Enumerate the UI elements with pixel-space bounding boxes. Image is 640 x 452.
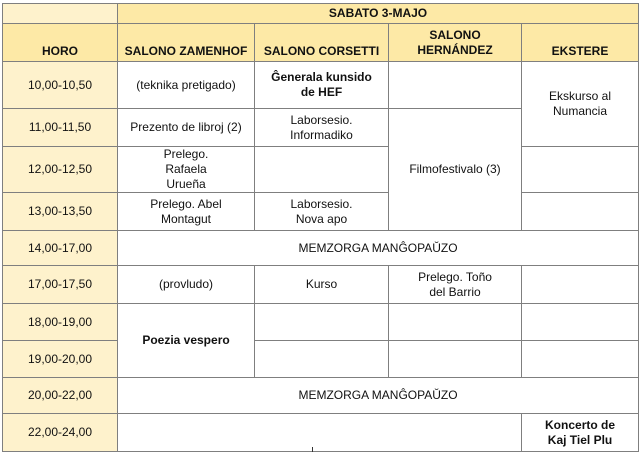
time-cell: 10,00-10,50 [3, 62, 118, 109]
table-row [3, 414, 639, 452]
table-row [3, 147, 639, 193]
table-row [3, 4, 639, 24]
cell-hernandez-8 [389, 341, 522, 378]
cell-zamenhof-6: (provludo) [118, 266, 255, 304]
cell-hernandez-1 [389, 62, 522, 109]
corner-cell [3, 4, 118, 24]
cell-corsetti-2: Laborsesio. Informadiko [255, 109, 389, 147]
cell-zamenhof-1: (teknika pretigado) [118, 62, 255, 109]
cell-corsetti-6: Kurso [255, 266, 389, 304]
cell-ekstere-1: Ekskurso al Numancia [522, 62, 639, 147]
cell-hernandez-2: Filmofestivalo (3) [389, 109, 522, 231]
cell-ekstere-10: Koncerto de Kaj Tiel Plu [522, 414, 639, 452]
header-time: HORO [3, 24, 118, 62]
header-salono-corsetti: SALONO CORSETTI [255, 24, 389, 62]
time-cell: 18,00-19,00 [3, 304, 118, 341]
table-row [3, 304, 639, 341]
schedule-table [2, 3, 639, 452]
page-tick-mark [312, 447, 313, 452]
header-salono-hernandez: SALONO HERNÁNDEZ [389, 24, 522, 62]
day-title: SABATO 3-MAJO [118, 4, 639, 24]
header-salono-zamenhof: SALONO ZAMENHOF [118, 24, 255, 62]
cell-ekstere-7 [522, 304, 639, 341]
time-cell: 20,00-22,00 [3, 378, 118, 414]
table-row [3, 193, 639, 231]
cell-corsetti-7 [255, 304, 389, 341]
time-cell: 19,00-20,00 [3, 341, 118, 378]
break-cell: MEMZORGA MANĜOPAŬZO [118, 378, 639, 414]
cell-zamenhof-2: Prezento de libroj (2) [118, 109, 255, 147]
cell-corsetti-3 [255, 147, 389, 193]
table-row [3, 378, 639, 414]
cell-empty-10 [118, 414, 522, 452]
cell-corsetti-1: Ĝenerala kunsido de HEF [255, 62, 389, 109]
cell-ekstere-4 [522, 193, 639, 231]
table-row [3, 341, 639, 378]
table-row [3, 231, 639, 266]
time-cell: 14,00-17,00 [3, 231, 118, 266]
header-row [3, 24, 639, 62]
time-cell: 11,00-11,50 [3, 109, 118, 147]
time-cell: 13,00-13,50 [3, 193, 118, 231]
time-cell: 12,00-12,50 [3, 147, 118, 193]
time-cell: 17,00-17,50 [3, 266, 118, 304]
cell-zamenhof-3: Prelego. Rafaela Urueña [118, 147, 255, 193]
break-cell: MEMZORGA MANĜOPAŬZO [118, 231, 639, 266]
table-row [3, 266, 639, 304]
cell-ekstere-8 [522, 341, 639, 378]
cell-corsetti-8 [255, 341, 389, 378]
cell-zamenhof-4: Prelego. Abel Montagut [118, 193, 255, 231]
table-row [3, 62, 639, 109]
cell-corsetti-4: Laborsesio. Nova apo [255, 193, 389, 231]
time-cell: 22,00-24,00 [3, 414, 118, 452]
cell-zamenhof-7: Poezia vespero [118, 304, 255, 378]
cell-ekstere-6 [522, 266, 639, 304]
cell-ekstere-3 [522, 147, 639, 193]
cell-hernandez-6: Prelego. Toño del Barrio [389, 266, 522, 304]
header-ekstere: EKSTERE [522, 24, 639, 62]
cell-hernandez-7 [389, 304, 522, 341]
